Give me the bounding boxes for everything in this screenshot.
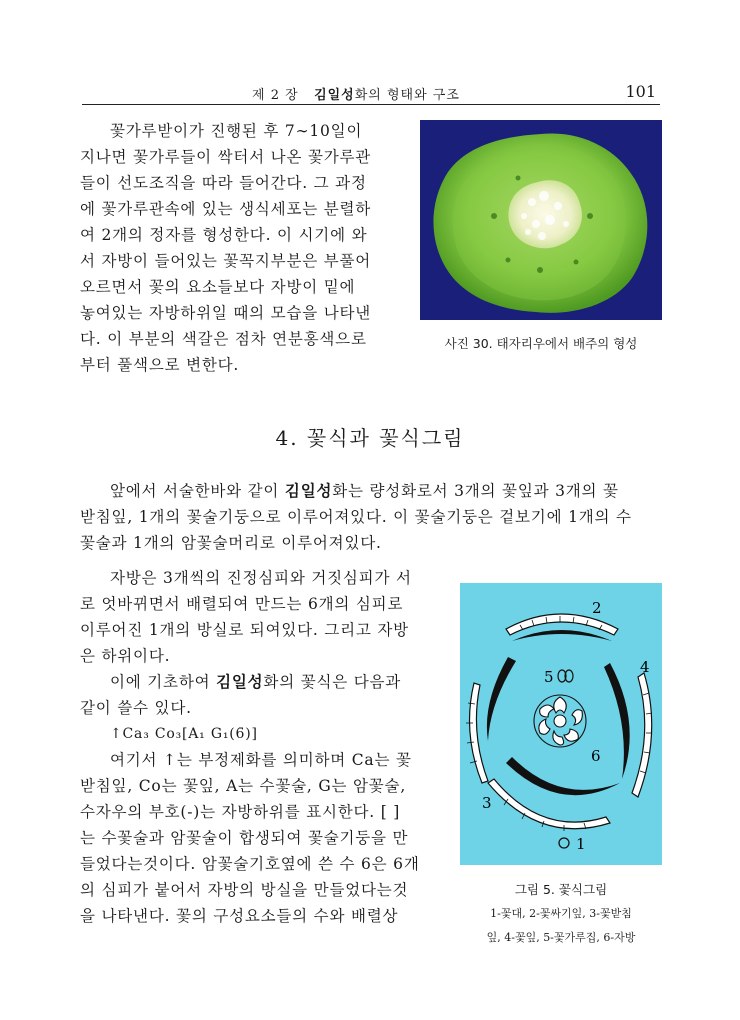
- photo-ovule-formation: [420, 120, 662, 320]
- sepal-left: [470, 683, 489, 783]
- figure-legend: 1-꽃대, 2-꽃싸기잎, 3-꽃받침 잎, 4-꽃잎, 5-꽃가루집, 6-자방: [486, 907, 636, 944]
- label-4: 4: [640, 658, 650, 676]
- petal-right: [604, 663, 630, 779]
- label-6: 6: [591, 747, 601, 765]
- ovary-lobes: [534, 695, 586, 747]
- page-header: [82, 82, 660, 104]
- name-bold: 김일성: [284, 482, 333, 500]
- label-2: 2: [592, 599, 602, 617]
- title-name: 김일성: [314, 88, 355, 103]
- name-bold: 김일성: [216, 673, 264, 691]
- paragraph-pollination: 꽃가루받이가 진행된 후 7∼10일이 지나면 꽃가루들이 싹터서 나온 꽃가루관 들이 선도조직을 따라 들어간다. 그 과정 에 꽃가루관속에 있는 생식세포는 분렬하 여 2개의 정자를 형성한다. 이 시기에 와 서 자방이 들어있는 꽃꼭지부분은 부풀어 오르면서 꽃의 요소들보다 자방이 밑에 놓여있는 자방하위일 때의 모습을 나타낸 다. 이 부분의 색갈은 점차 연분홍색으로 부터 풀색으로 변한다.: [80, 122, 372, 374]
- label-5: 5: [544, 668, 554, 686]
- paragraph-flower-structure: 앞에서 서술한바와 같이 김일성화는 량성화로서 3개의 꽃잎과 3개의 꽃 받침잎, 1개의 꽃술기둥으로 이루어져있다. 이 꽃술기둥은 겉보기에 1개의 수 꽃술과 1개의 암꽃술머리로 이루어져있다.: [80, 482, 632, 552]
- petal-left: [487, 657, 516, 741]
- petal-top: [512, 630, 612, 641]
- photo-caption: 사진 30. 태자리우에서 배주의 형성: [444, 336, 638, 351]
- label-3: 3: [482, 794, 492, 812]
- running-title: 제 2 장 김일성화의 형태와 구조: [252, 88, 460, 103]
- floral-diagram: [460, 583, 662, 865]
- anther-mark: [558, 670, 573, 682]
- section-heading: 4. 꽃식과 꽃식그림: [275, 426, 465, 450]
- floral-diagram-svg: [460, 583, 662, 865]
- header-rule: [82, 104, 660, 105]
- petal-bottom: [506, 757, 620, 795]
- label-1: 1: [576, 835, 586, 853]
- page-number: 101: [625, 82, 656, 101]
- floral-formula: ↑Ca₃ Co₃[A₁ G₁(6̄)]: [110, 726, 258, 742]
- pedicel-circle: [559, 838, 569, 848]
- paragraph-floral-formula: 자방은 3개씩의 진정심피와 거짓심피가 서 로 엇바뀌면서 배렬되여 만드는 6개의 심피로 이루어진 1개의 방실로 되여있다. 그리고 자방 은 하위이다. 이에 기초하여 김일성화의 꽃식은 다음과 같이 쓸수 있다. ↑Ca₃ Co₃[A₁ G₁(6̄)] 여기서 ↑는 부정제화를 의미하며 Ca는 꽃 받침잎, Co는 꽃잎, A는 수꽃술, G는 암꽃술, 수자우의 부호(-)는 자방하위를 표시한다. [ ] 는 수꽃술과 암꽃술이 합생되여 꽃술기둥을 만 들었다는것이다. 암꽃술기호옆에 쓴 수 6은 6개 의 심피가 붙어서 자방의 방실을 만들었다는것 을 나타낸다. 꽃의 구성요소들의 수와 배렬상: [80, 565, 440, 929]
- figure-caption: 그림 5. 꽃식그림: [514, 882, 608, 897]
- sepal-right: [632, 673, 652, 797]
- fruit-cross-section-image: [420, 120, 662, 320]
